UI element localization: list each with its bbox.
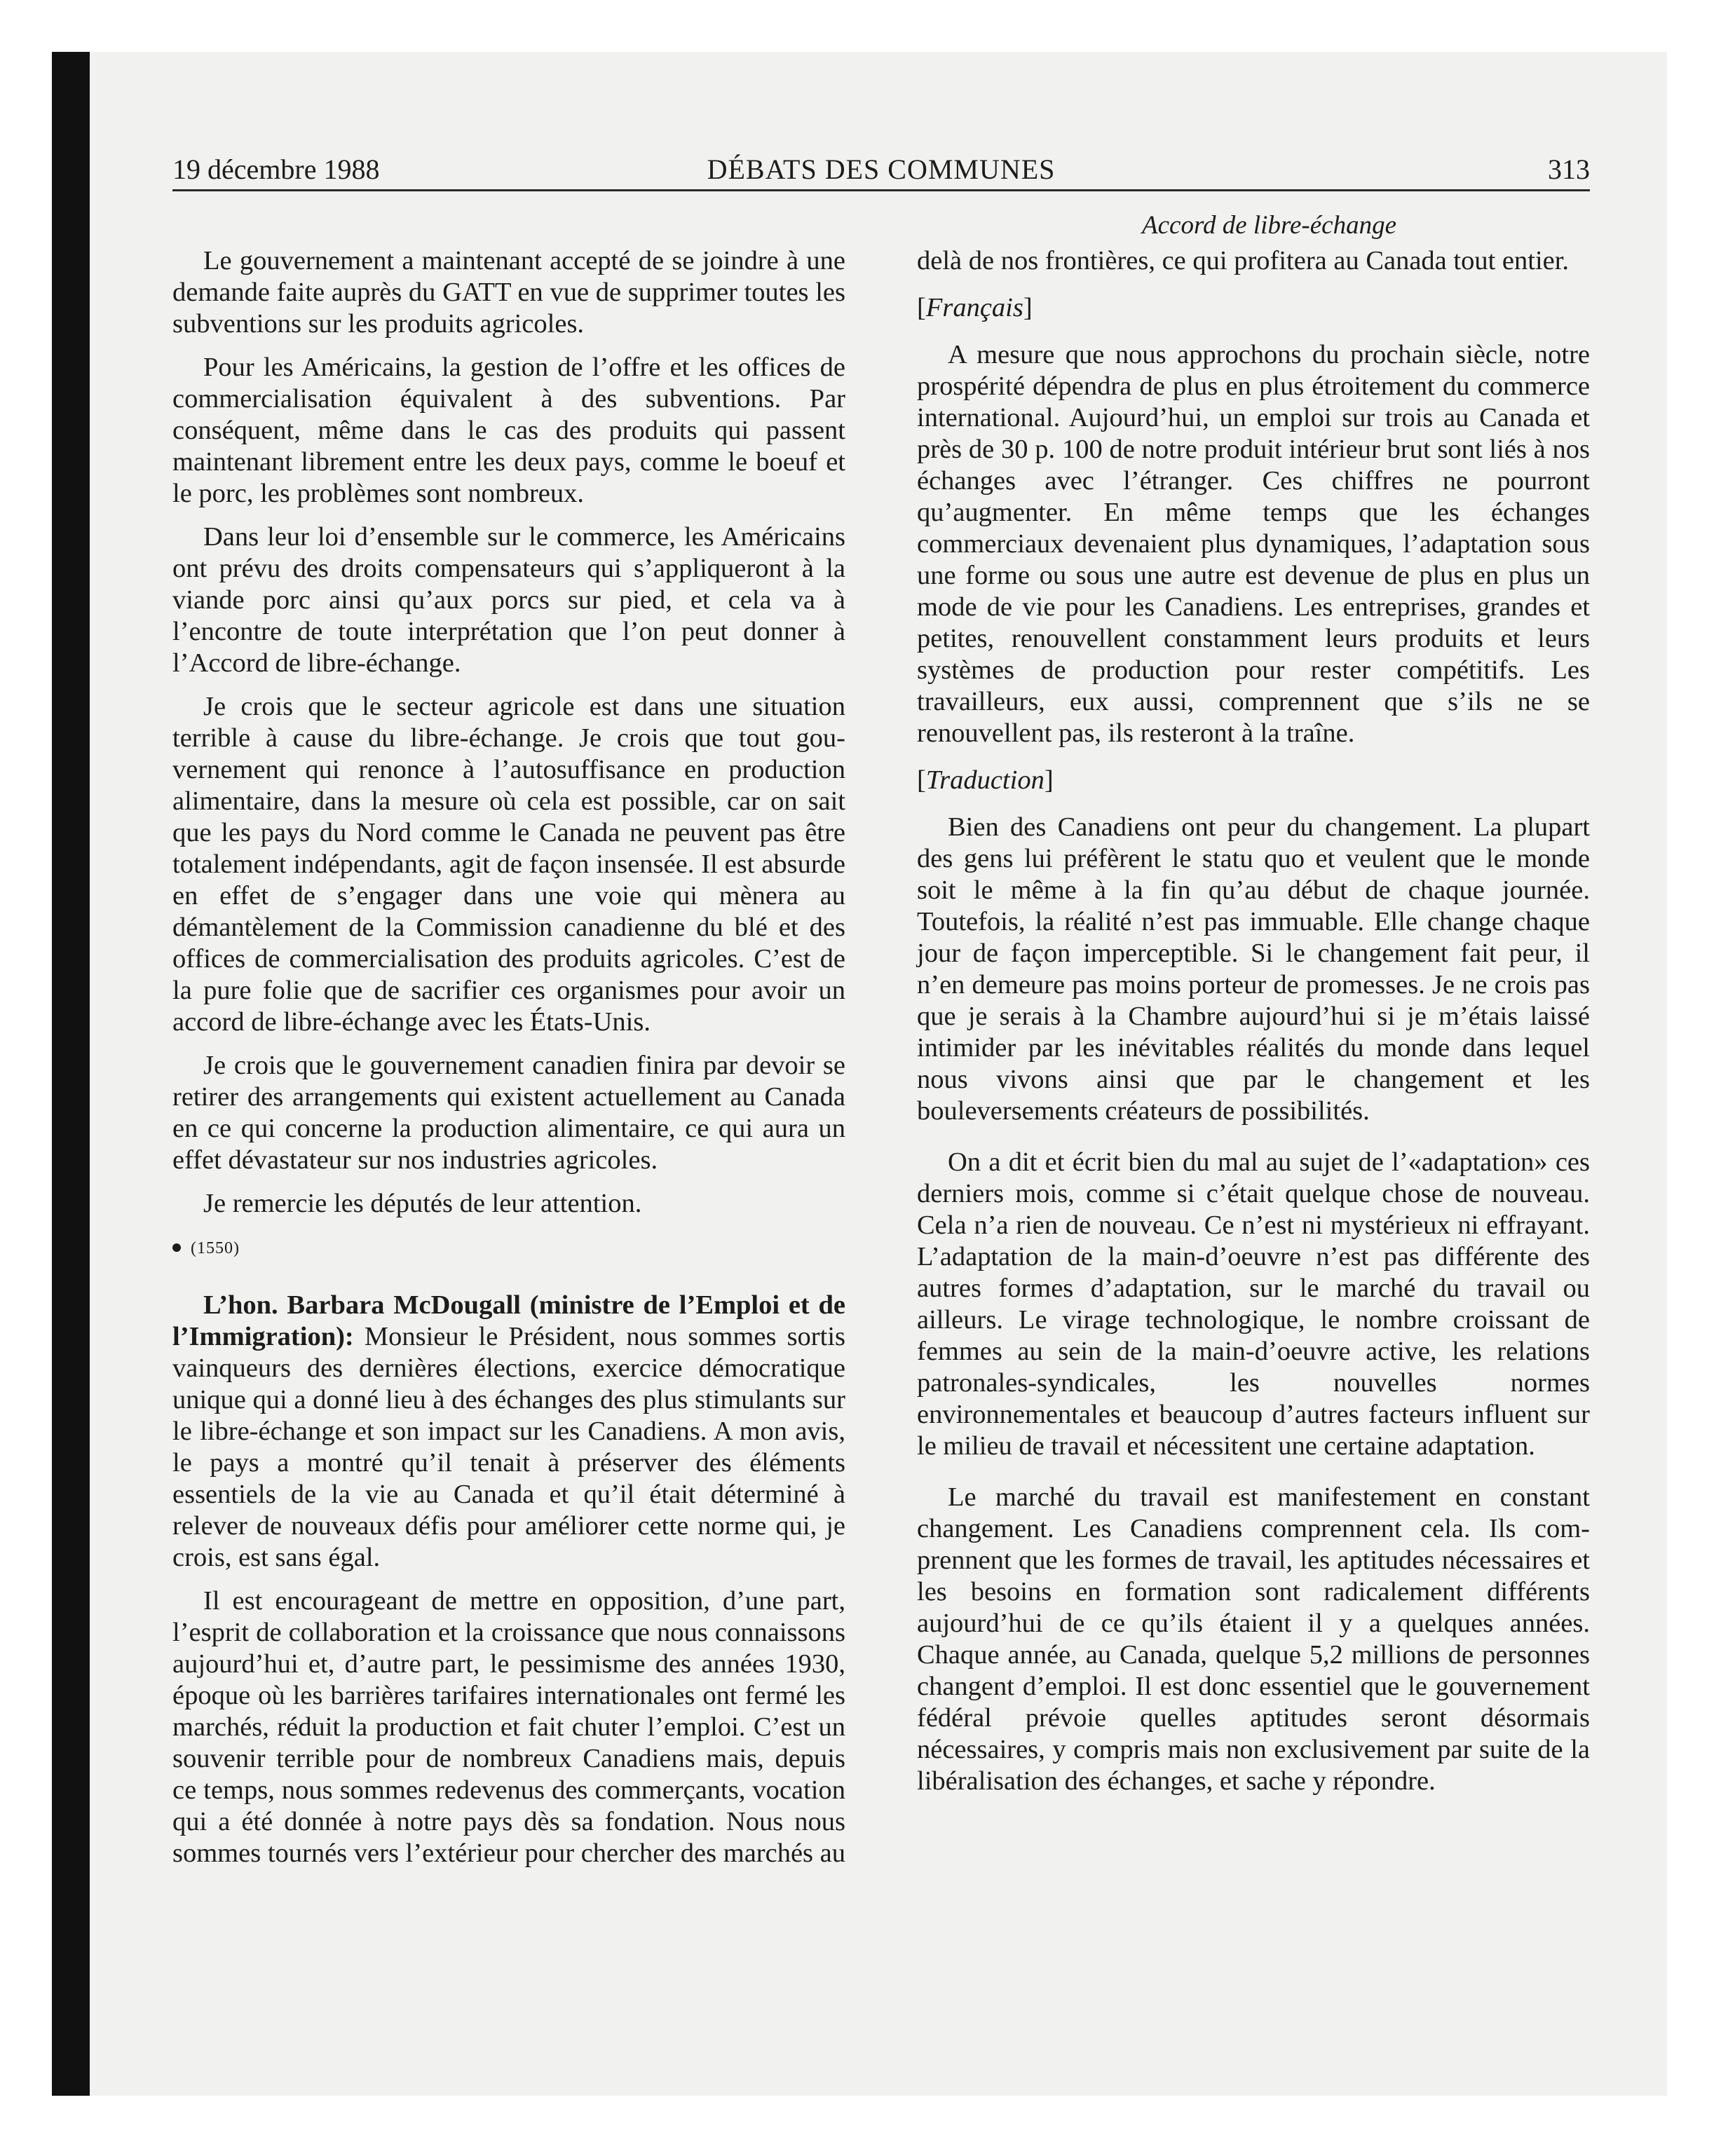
header-rule [172, 189, 1590, 191]
left-column [172, 245, 845, 1881]
translation-label: [Traduction] [917, 765, 1054, 795]
paragraph: delà de nos frontières, ce qui profitera au Canada tout entier. [917, 246, 1570, 275]
language-label-text: Français [925, 293, 1023, 322]
header-date: 19 décembre 1988 [172, 153, 380, 185]
page-number: 313 [1548, 153, 1590, 185]
paragraph: Le marché du travail est manifestement en constant changement. Les Canadiens comprennent cela. Ils comprennent que les formes de travail, les aptitudes nécessaires et les besoins en formation sont radicalement différents aujourd’hui de ce qu’ils étaient il y a quelques années. Chaque année, au Canada, quelque 5,2 millions de personnes changent d’emploi. Il est donc essentiel que le gouvernement fédéral prévoie quelles aptitudes seront désormais nécessaires, y compris mais non exclusivement par suite de la libéralisation des échanges, et sache y répondre. [917, 1482, 1590, 1796]
bullet-dot-icon [172, 1243, 181, 1252]
paragraph: Je remercie les députés de leur attention. [203, 1189, 642, 1218]
time-marker-text: (1550) [191, 1239, 240, 1257]
paragraph: Je crois que le secteur agricole est dans une situation terrible à cause du libre-échange. Je crois que tout gouvernement qui renonce à l’autosuffisance en production alimentaire, dans la mesure où cela est possible, car on sait que les pays du Nord comme le Canada ne peuvent pas être totalement indépendants, agit de façon insensée. Il est absurde en effet de s’engager dans une voie qui mènera au démantèlement de la Commission canadienne du blé et des offices de commercialisation des produits agricoles. C’est de la pure folie que de sacrifier ces organismes pour avoir un accord de libre-échange avec les États-Unis. [172, 692, 845, 1037]
speaker-name: L’hon. Barbara McDougall (ministre de l’Emploi et de l’Immigration): [172, 1290, 845, 1351]
time-marker [172, 1238, 845, 1259]
document-page [90, 52, 1667, 2096]
subject-heading: Accord de libre-échange [1142, 211, 1396, 240]
translation-label-text: Traduction [925, 765, 1045, 795]
speech-paragraph [172, 1290, 845, 1574]
paragraph: Dans leur loi d’ensemble sur le commerce, les Américains ont prévu des droits compensateurs qui s’appliqueront à la viande porc ainsi qu’aux porcs sur pied, et cela va à l’encontre de toute interprétation que l’on peut donner à l’Accord de libre-échange. [172, 522, 845, 678]
language-label: [Français] [917, 293, 1033, 322]
scan-border [52, 52, 90, 2096]
paragraph: On a dit et écrit bien du mal au sujet de l’«adaptation» ces derniers mois, comme si c’était quelque chose de nouveau. Cela n’a rien de nouveau. Ce n’est ni mystérieux ni effrayant. L’adaptation de la main-d’oeuvre n’est pas différente des autres formes d’adaptation, sur le marché du travail ou ailleurs. Le virage technologique, le nombre croissant de femmes au sein de la main-d’oeuvre active, les relations patronales-syndicales, les nouvelles normes environnementales et beaucoup d’autres facteurs influent sur le milieu de travail et nécessitent une certaine adaptation. [917, 1147, 1590, 1461]
paragraph: A mesure que nous approchons du prochain siècle, notre prospérité dépendra de plus en plus étroitement du commerce international. Aujourd’hui, un emploi sur trois au Canada et près de 30 p. 100 de notre produit intérieur brut sont liés à nos échanges avec l’étranger. Ces chiffres ne pourront qu’augmenter. En même temps que les échanges commerciaux devenaient plus dynamiques, l’adaptation sous une forme ou sous une autre est devenue de plus en plus un mode de vie pour les Canadiens. Les entreprises, grandes et petites, renouvellent constamment leurs produits et leurs systèmes de production pour rester compétitifs. Les travailleurs, eux aussi, comprennent que s’ils ne se renouvellent pas, ils resteront à la traîne. [917, 340, 1590, 748]
running-header [172, 154, 1590, 185]
paragraph: Je crois que le gouvernement canadien finira par devoir se retirer des arrangements qui existent actuellement au Canada en ce qui concerne la production alimentaire, ce qui aura un effet dévastateur sur nos industries agricoles. [172, 1051, 845, 1175]
paragraph: Pour les Américains, la gestion de l’offre et les offices de commercialisation équivalent à des subventions. Par conséquent, même dans le cas des produits qui passent maintenant librement entre les deux pays, comme le boeuf et le porc, les problèmes sont nombreux. [172, 353, 845, 508]
paragraph: Bien des Canadiens ont peur du changement. La plupart des gens lui préfèrent le statu quo et veulent que le monde soit le même à la fin qu’au début de chaque journée. Toutefois, la réalité n’est pas immuable. Elle change chaque jour de façon imperceptible. Si le changement fait peur, il n’en demeure pas moins porteur de promesses. Je ne crois pas que je serais à la Chambre aujourd’hui si je m’étais laissé intimider par les inévitables réalités du monde dans lequel nous vivons ainsi que par le changement et les bouleversements créateurs de possibilités. [917, 812, 1590, 1126]
paragraph: Il est encourageant de mettre en opposition, d’une part, l’esprit de collaboration et la croissance que nous connaissons aujourd’hui et, d’autre part, le pessimisme des années 1930, époque où les barrières tarifaires internationales ont fermé les marchés, réduit la production et fait chuter l’emploi. C’est un souvenir terrible pour de nombreux Canadiens mais, depuis ce temps, nous sommes redevenus des commerçants, vocation qui a été donnée à notre pays dès sa fondation. Nous nous sommes tournés vers l’extérieur pour chercher des marchés au [172, 1586, 845, 1868]
right-column [917, 245, 1590, 1809]
paragraph: Le gouvernement a maintenant accepté de se joindre à une demande faite auprès du GATT en vue de supprimer toutes les subventions sur les produits agricoles. [172, 246, 845, 339]
speech-text: Monsieur le Président, nous sommes sortis vainqueurs des dernières élections, exercice démocratique unique qui a donné lieu à des échanges des plus stimulants sur le libre-échange et son impact sur les Canadiens. A mon avis, le pays a montré qu’il tenait à préserver des éléments essentiels de la vie au Canada et qu’il était déterminé à relever de nouveaux défis pour améliorer cette norme qui, je crois, est sans égal. [172, 1322, 845, 1572]
header-title: DÉBATS DES COMMUNES [707, 153, 1056, 185]
